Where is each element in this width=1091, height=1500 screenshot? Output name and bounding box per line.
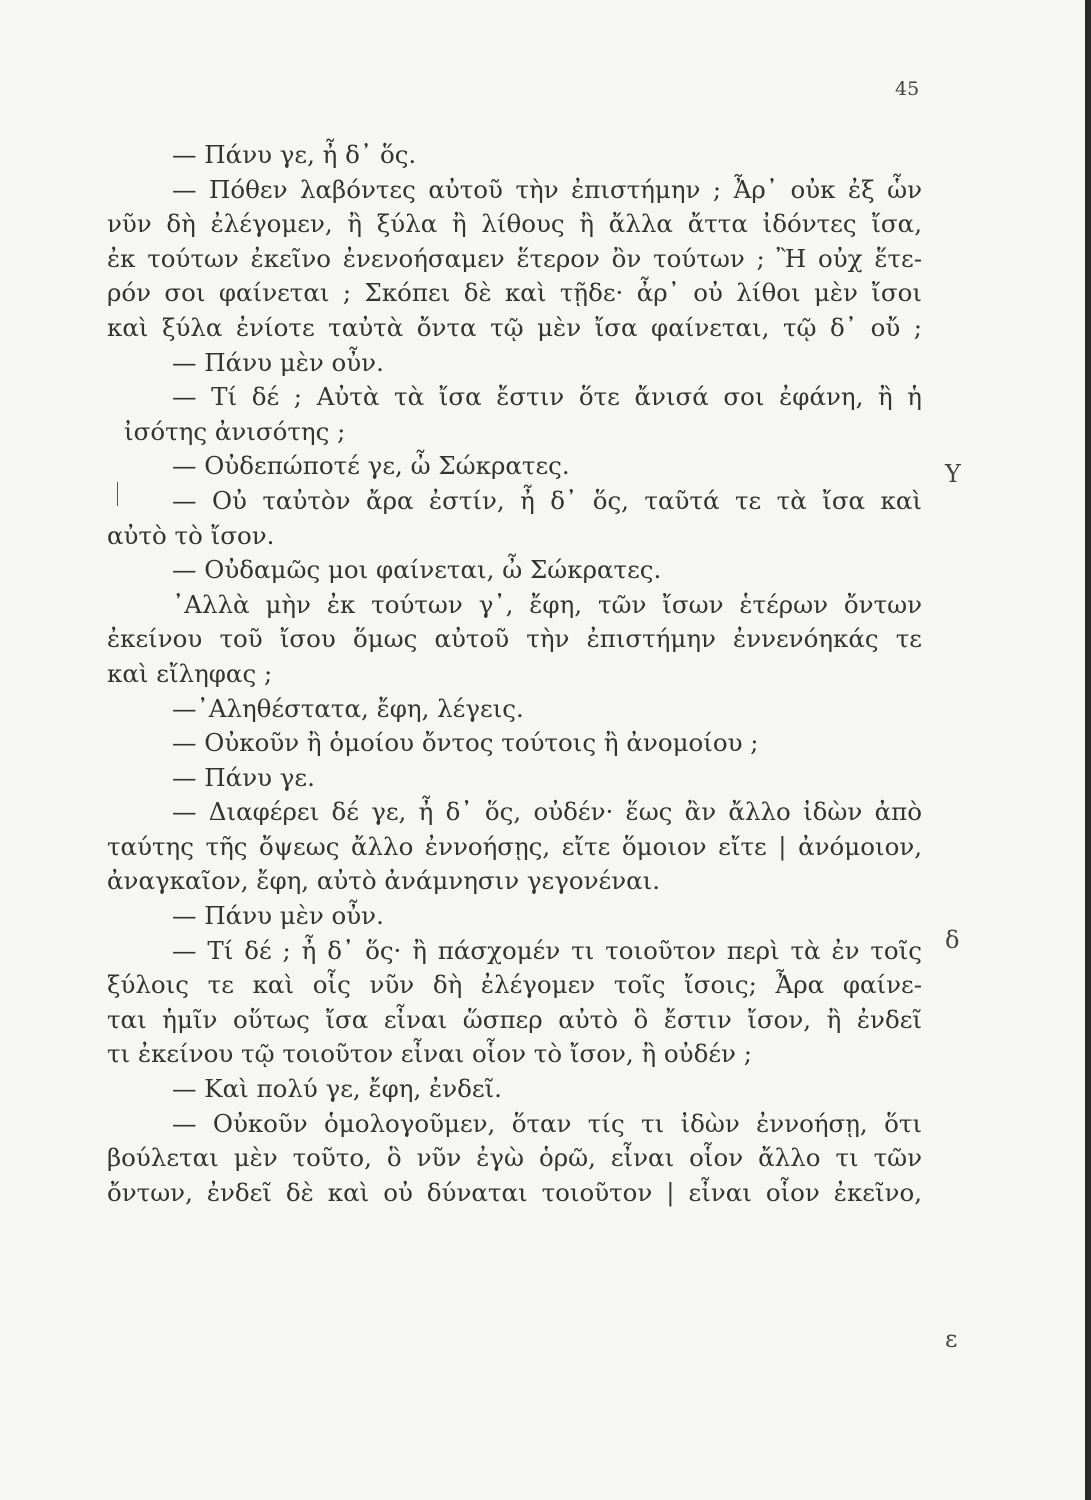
text-line: — Πόθεν λαβόντες αὐτοῦ τὴν ἐπιστήμην ; Ἆρ᾽ οὐκ ἐξ ὧν — [172, 174, 922, 204]
text-line: ἰσότης ἀνισότης ; — [124, 416, 346, 446]
margin-mark-y: Y — [945, 460, 961, 488]
text-line: ὄντων, ἐνδεῖ δὲ καὶ οὐ δύναται τοιοῦτον | εἶναι οἷον ἐκεῖνο, — [107, 1177, 922, 1207]
text-line: ξύλοις τε καὶ οἷς νῦν δὴ ἐλέγομεν τοῖς ἴσοις; Ἆρα φαίνε- — [107, 970, 922, 1000]
text-line: — Οὐκοῦν ἢ ὁμοίου ὄντος τούτοις ἢ ἀνομοίου ; — [172, 728, 759, 758]
text-line: — Καὶ πολύ γε, ἔφη, ἐνδεῖ. — [172, 1074, 502, 1104]
text-line: καὶ ξύλα ἐνίοτε ταὐτὰ ὄντα τῷ μὲν ἴσα φαίνεται, τῷ δ᾽ οὔ ; — [107, 312, 922, 342]
greek-text-body — [107, 138, 922, 1210]
text-line: — Οὐκοῦν ὁμολογοῦμεν, ὅταν τίς τι ἰδὼν ἐννοήσῃ, ὅτι — [172, 1108, 922, 1138]
scan-edge — [1085, 0, 1091, 1500]
text-line: — Πάνυ γε, ἦ δ᾽ ὅς. — [172, 140, 417, 169]
text-line: — Οὐδαμῶς μοι φαίνεται, ὦ Σώκρατες. — [172, 555, 662, 585]
text-line: ᾽Αλλὰ μὴν ἐκ τούτων γ᾽, ἔφη, τῶν ἴσων ἑτέρων ὄντων — [172, 589, 922, 619]
text-line: ἀναγκαῖον, ἔφη, αὐτὸ ἀνάμνησιν γεγονέναι. — [107, 866, 661, 896]
margin-mark-delta: δ — [945, 926, 960, 954]
text-line: — Τί δέ ; ἦ δ᾽ ὅς· ἢ πάσχομέν τι τοιοῦτον περὶ τὰ ἐν τοῖς — [172, 935, 922, 965]
line-break-marker — [117, 482, 118, 506]
text-line: ἐκείνου τοῦ ἴσου ὅμως αὐτοῦ τὴν ἐπιστήμην ἐννενόηκάς τε — [107, 624, 922, 654]
text-line: — Πάνυ μὲν οὖν. — [172, 347, 384, 377]
text-line: —᾽Αληθέστατα, ἔφη, λέγεις. — [172, 693, 524, 723]
text-line: ἐκ τούτων ἐκεῖνο ἐνενοήσαμεν ἕτερον ὂν τούτων ; Ἢ οὐχ ἕτε- — [107, 243, 922, 273]
text-line: — Τί δέ ; Αὐτὰ τὰ ἴσα ἔστιν ὅτε ἄνισά σοι ἐφάνη, ἢ ἡ — [172, 382, 922, 412]
text-line: βούλεται μὲν τοῦτο, ὃ νῦν ἐγὼ ὁρῶ, εἶναι οἷον ἄλλο τι τῶν — [107, 1143, 922, 1173]
page-number: 45 — [895, 78, 920, 100]
text-line: — Διαφέρει δέ γε, ἦ δ᾽ ὅς, οὐδέν· ἕως ἂν ἄλλο ἰδὼν ἀπὸ — [172, 797, 922, 827]
text-line: ται ἡμῖν οὕτως ἴσα εἶναι ὥσπερ αὐτὸ ὃ ἔστιν ἴσον, ἢ ἐνδεῖ — [107, 1004, 922, 1034]
text-line: τι ἐκείνου τῷ τοιοῦτον εἶναι οἷον τὸ ἴσον, ἢ οὐδέν ; — [107, 1039, 752, 1069]
text-line: ρόν σοι φαίνεται ; Σκόπει δὲ καὶ τῇδε· ἆρ᾽ οὐ λίθοι μὲν ἴσοι — [107, 278, 922, 308]
text-line: αὐτὸ τὸ ἴσον. — [107, 520, 275, 550]
text-line: — Πάνυ γε. — [172, 762, 315, 792]
text-line: — Πάνυ μὲν οὖν. — [172, 901, 384, 931]
margin-mark-epsilon: ε — [945, 1325, 958, 1353]
text-line: — Οὐ ταὐτὸν ἄρα ἐστίν, ἦ δ᾽ ὅς, ταῦτά τε τὰ ἴσα καὶ — [172, 485, 922, 515]
text-line: νῦν δὴ ἐλέγομεν, ἢ ξύλα ἢ λίθους ἢ ἄλλα ἄττα ἰδόντες ἴσα, — [107, 209, 922, 239]
text-line: ταύτης τῆς ὄψεως ἄλλο ἐννοήσῃς, εἴτε ὅμοιον εἴτε | ἀνόμοιον, — [107, 831, 922, 861]
text-line: — Οὐδεπώποτέ γε, ὦ Σώκρατες. — [172, 451, 570, 481]
text-line: καὶ εἴληφας ; — [107, 658, 273, 688]
